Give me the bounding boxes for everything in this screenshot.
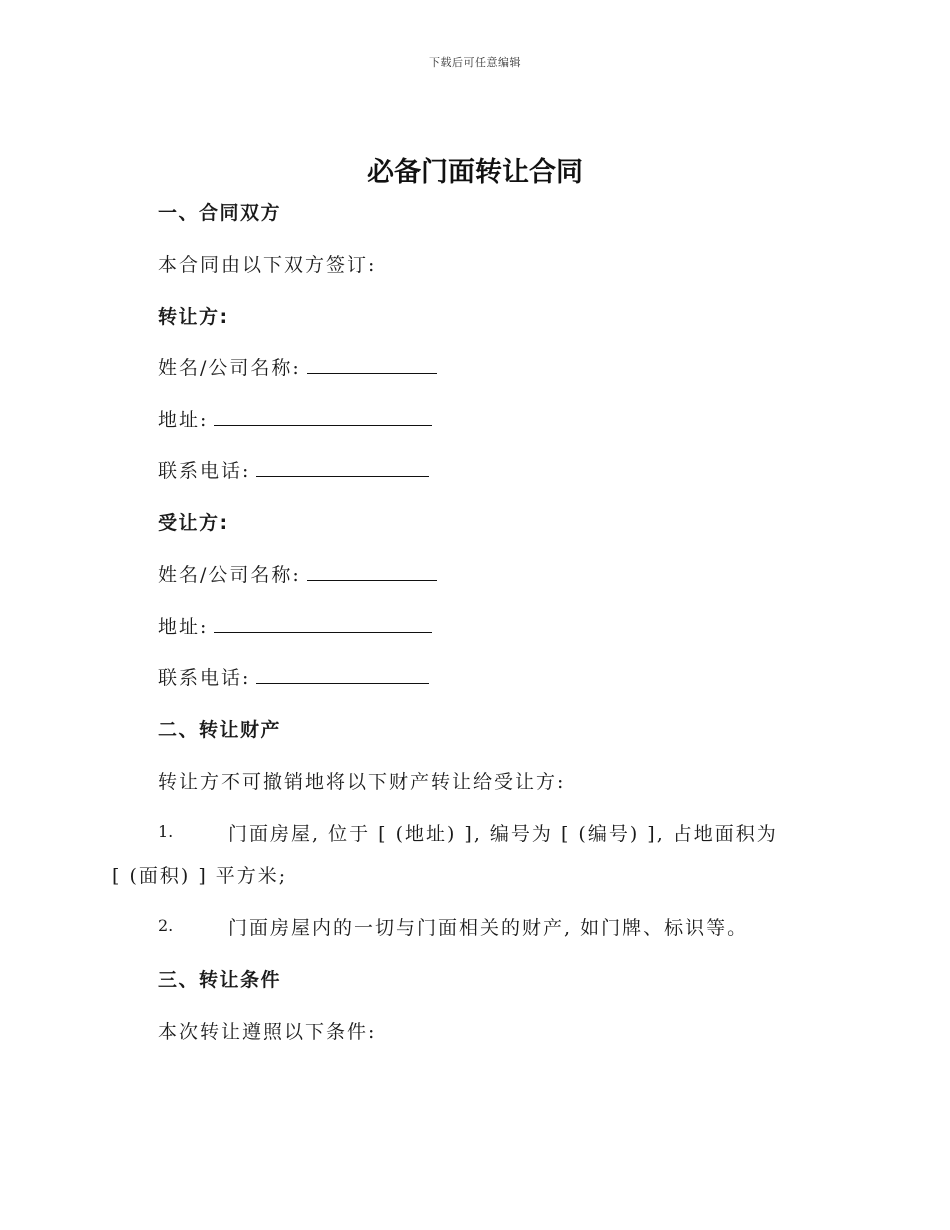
transferor-address-row	[158, 405, 432, 432]
list-item-1-line-1: 门面房屋, 位于 [ (地址) ], 编号为 [ (编号) ], 占地面积为	[228, 823, 778, 845]
transferor-name-row	[158, 353, 437, 380]
transferee-phone-label: 联系电话:	[158, 667, 251, 689]
transferee-heading: 受让方:	[158, 512, 229, 534]
transferor-heading: 转让方:	[158, 306, 229, 328]
transferor-phone-blank[interactable]	[256, 458, 429, 477]
transferee-name-row	[158, 560, 437, 587]
transferee-phone-row	[158, 663, 429, 690]
section-heading-parties: 一、合同双方	[158, 202, 282, 224]
page-header-note: 下载后可任意编辑	[429, 56, 521, 69]
property-intro: 转让方不可撤销地将以下财产转让给受让方:	[158, 771, 566, 793]
transferor-phone-label: 联系电话:	[158, 460, 251, 482]
section-heading-conditions: 三、转让条件	[158, 969, 282, 991]
transferor-phone-row	[158, 456, 429, 483]
transferee-name-label: 姓名/公司名称:	[158, 564, 301, 586]
list-item-1-line-2: [ (面积) ] 平方米;	[112, 865, 288, 887]
transferee-address-blank[interactable]	[214, 614, 432, 633]
parties-intro: 本合同由以下双方签订:	[158, 254, 377, 276]
transferee-phone-blank[interactable]	[256, 665, 429, 684]
list-item-1-number: 1.	[158, 822, 174, 841]
section-heading-property: 二、转让财产	[158, 719, 282, 741]
transferee-address-label: 地址:	[158, 616, 209, 638]
transferee-name-blank[interactable]	[307, 562, 437, 581]
transferee-address-row	[158, 612, 432, 639]
transferor-name-label: 姓名/公司名称:	[158, 357, 301, 379]
transferor-address-blank[interactable]	[214, 407, 432, 426]
transferor-name-blank[interactable]	[307, 355, 437, 374]
list-item-2-text: 门面房屋内的一切与门面相关的财产, 如门牌、标识等。	[228, 917, 749, 939]
list-item-2-number: 2.	[158, 916, 174, 935]
document-title: 必备门面转让合同	[367, 157, 583, 188]
transferor-address-label: 地址:	[158, 409, 209, 431]
conditions-intro: 本次转让遵照以下条件:	[158, 1021, 377, 1043]
